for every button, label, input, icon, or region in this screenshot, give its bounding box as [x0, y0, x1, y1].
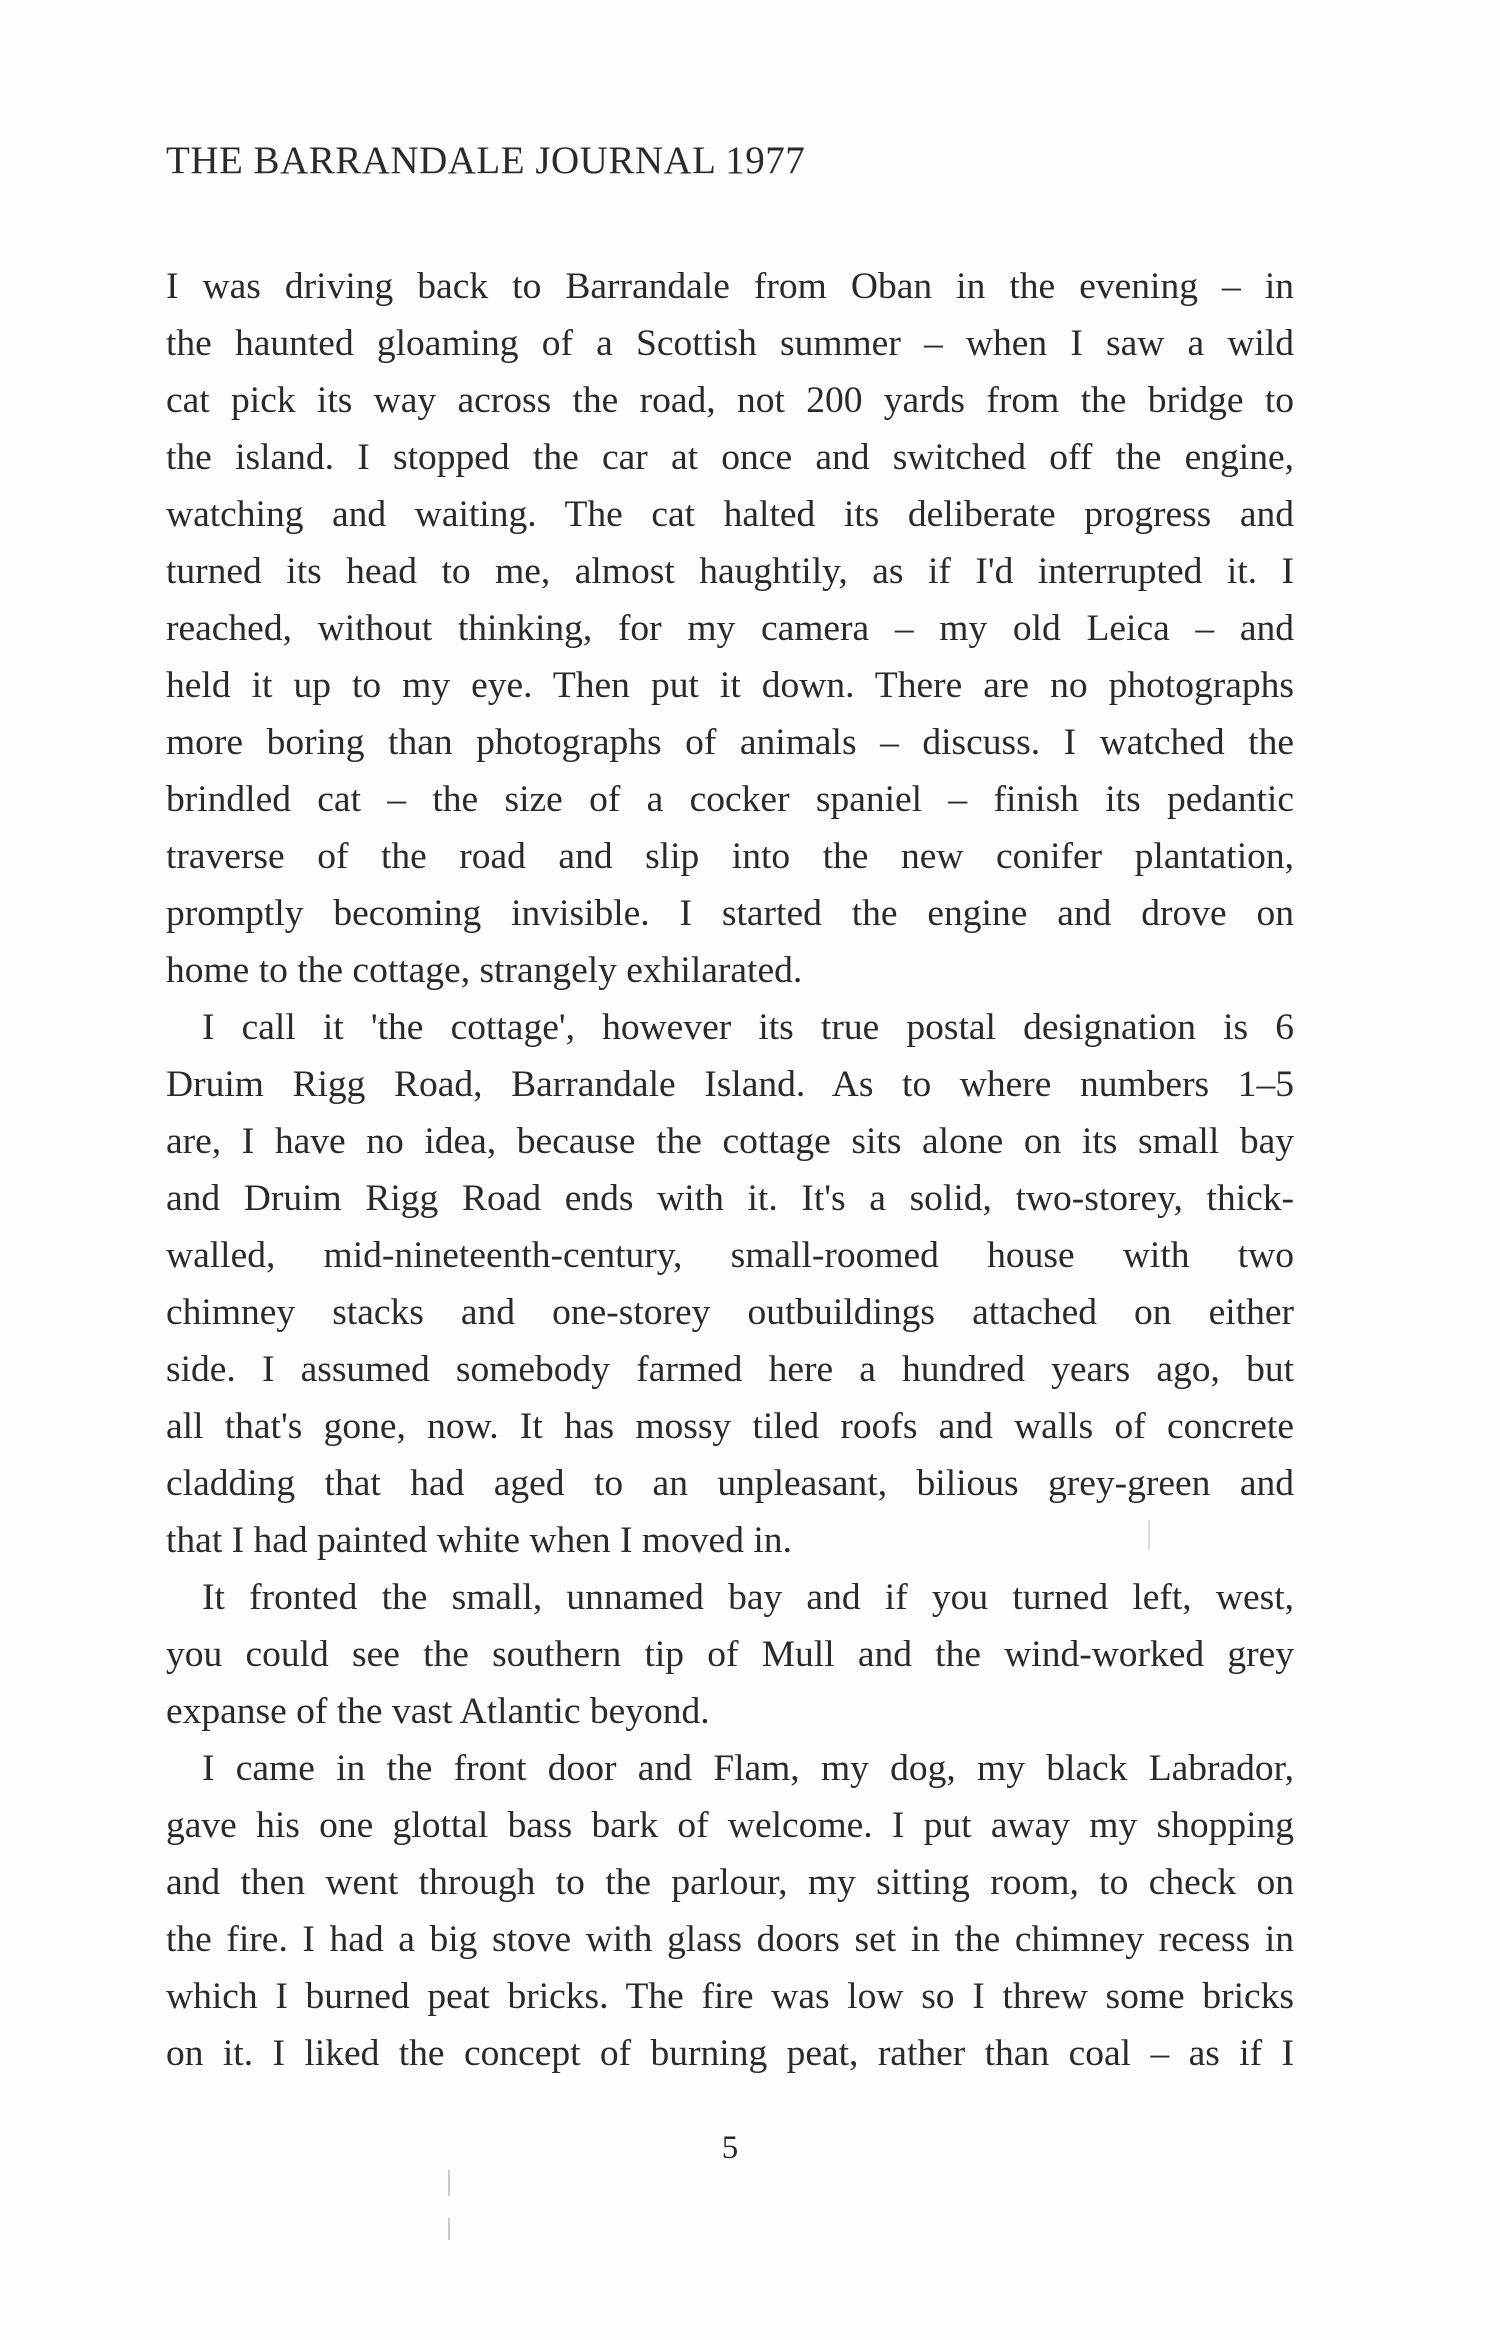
scan-mark [1148, 1520, 1150, 1550]
text-line: walled, mid-nineteenth-century, small-roomed house with two [166, 1235, 1294, 1276]
text-line: I was driving back to Barrandale from Oban in the evening – in [166, 266, 1294, 307]
text-line: I came in the front door and Flam, my dog, my black Labrador, [202, 1748, 1294, 1789]
text-line: more boring than photographs of animals – discuss. I watched the [166, 722, 1294, 763]
text-line: are, I have no idea, because the cottage sits alone on its small bay [166, 1121, 1294, 1162]
text-line: chimney stacks and one-storey outbuildings attached on either [166, 1292, 1294, 1333]
paragraph-2 [166, 999, 1294, 1569]
text-line: cat pick its way across the road, not 200 yards from the bridge to [166, 380, 1294, 421]
text-line: I call it 'the cottage', however its true postal designation is 6 [202, 1007, 1294, 1048]
text-line: watching and waiting. The cat halted its deliberate progress and [166, 494, 1294, 535]
text-line: on it. I liked the concept of burning peat, rather than coal – as if I [166, 2033, 1294, 2074]
scan-mark [448, 2170, 450, 2196]
running-head: THE BARRANDALE JOURNAL 1977 [166, 139, 806, 182]
paragraph-3 [166, 1569, 1294, 1740]
text-line: home to the cottage, strangely exhilarated. [166, 950, 803, 991]
text-line: the haunted gloaming of a Scottish summer – when I saw a wild [166, 323, 1294, 364]
text-line: reached, without thinking, for my camera – my old Leica – and [166, 608, 1294, 649]
text-line: the island. I stopped the car at once and switched off the engine, [166, 437, 1294, 478]
text-line: turned its head to me, almost haughtily, as if I'd interrupted it. I [166, 551, 1294, 592]
text-line: you could see the southern tip of Mull and the wind-worked grey [166, 1634, 1294, 1675]
text-line: cladding that had aged to an unpleasant, bilious grey-green and [166, 1463, 1294, 1504]
text-line: all that's gone, now. It has mossy tiled roofs and walls of concrete [166, 1406, 1294, 1447]
paragraph-1 [166, 258, 1294, 999]
text-line: brindled cat – the size of a cocker spaniel – finish its pedantic [166, 779, 1294, 820]
text-line: promptly becoming invisible. I started the engine and drove on [166, 893, 1294, 934]
text-line: side. I assumed somebody farmed here a hundred years ago, but [166, 1349, 1294, 1390]
text-line: expanse of the vast Atlantic beyond. [166, 1691, 710, 1732]
text-line: held it up to my eye. Then put it down. There are no photographs [166, 665, 1294, 706]
body-text [166, 258, 1294, 2082]
text-line: and then went through to the parlour, my sitting room, to check on [166, 1862, 1294, 1903]
paragraph-4 [166, 1740, 1294, 2082]
text-line: It fronted the small, unnamed bay and if you turned left, west, [202, 1577, 1294, 1618]
text-line: and Druim Rigg Road ends with it. It's a solid, two-storey, thick- [166, 1178, 1294, 1219]
text-line: which I burned peat bricks. The fire was low so I threw some bricks [166, 1976, 1294, 2017]
scan-mark [448, 2218, 450, 2240]
text-line: the fire. I had a big stove with glass doors set in the chimney recess in [166, 1919, 1294, 1960]
text-line: traverse of the road and slip into the new conifer plantation, [166, 836, 1294, 877]
text-line: Druim Rigg Road, Barrandale Island. As to where numbers 1–5 [166, 1064, 1294, 1105]
text-line: gave his one glottal bass bark of welcome. I put away my shopping [166, 1805, 1294, 1846]
text-line: that I had painted white when I moved in. [166, 1520, 792, 1561]
page-number: 5 [721, 2130, 739, 2166]
